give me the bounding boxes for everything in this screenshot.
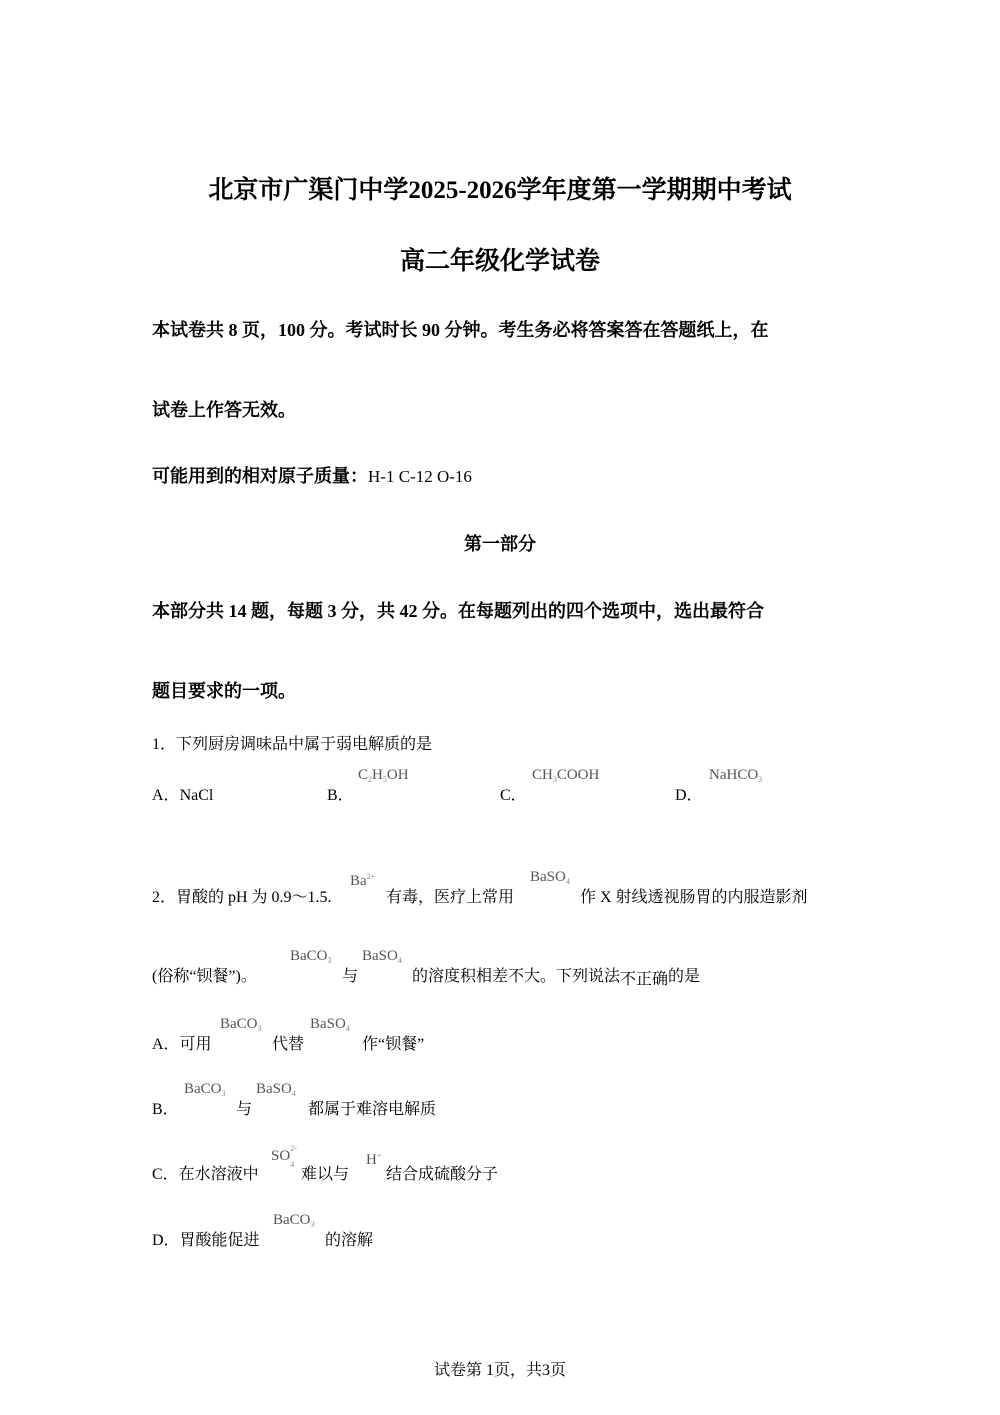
q2-baco3-1: BaCO$_3$: [290, 948, 332, 965]
instructions-line1: 本试卷共 8 页，100 分。考试时长 90 分钟。考生务必将答案答在答题纸上，在: [152, 320, 769, 340]
q2-option-b-baso4: BaSO$_4$: [256, 1081, 296, 1098]
exam-title: 北京市广渠门中学2025-2026学年度第一学期期中考试: [208, 177, 792, 204]
q2-option-d-baco3: BaCO$_3$: [273, 1212, 315, 1229]
part1-desc-line1: 本部分共 14 题，每题 3 分，共 42 分。在每题列出的四个选项中，选出最符合: [152, 601, 764, 621]
q2-not-correct: 不正确: [620, 971, 669, 988]
q2-option-a-mid: 代替: [272, 1036, 305, 1053]
q2-option-b-end: 都属于难溶电解质: [308, 1101, 437, 1118]
q1-option-b-label: B．: [327, 787, 354, 804]
q2-option-c-h-ion: H+: [366, 1151, 382, 1168]
q2-option-c-end: 结合成硫酸分子: [386, 1166, 499, 1183]
q1-option-a-label: A．: [152, 787, 180, 804]
q1-option-d-formula: NaHCO$_3$: [709, 767, 763, 784]
q2-option-a-baso4: BaSO$_4$: [310, 1016, 350, 1033]
q2-option-d-end: 的溶解: [325, 1232, 374, 1249]
q1-option-a-text: NaCl: [179, 787, 214, 804]
atomic-mass-label: 可能用到的相对原子质量：: [152, 466, 368, 486]
page-footer: 试卷第 1页，共3页: [433, 1362, 566, 1379]
q2-option-c-mid: 难以与: [301, 1166, 350, 1183]
q2-option-c-so4: SO 2- 4: [271, 1144, 297, 1169]
q2-option-a-end: 作“钡餐”: [362, 1036, 425, 1053]
q2-option-a-baco3: BaCO$_3$: [220, 1016, 262, 1033]
q1-option-d-label: D．: [675, 787, 703, 804]
exam-subtitle: 高二年级化学试卷: [399, 248, 600, 275]
atomic-mass-line: [152, 462, 472, 488]
q1-option-c-formula: $CH_3COOH$: [532, 767, 600, 784]
q2-option-d-label: D．胃酸能促进: [152, 1232, 260, 1249]
q2-ba-ion: $Ba^{2+}$: [350, 872, 376, 889]
q1-option-c-label: C．: [500, 787, 527, 804]
instructions-line2: 试卷上作答无效。: [152, 400, 296, 420]
q2-option-c-label: C．在水溶液中: [152, 1166, 259, 1183]
q2-line2-part2: 与: [342, 968, 359, 985]
q2-stem-part1: 2．胃酸的 pH 为 0.9～1.5.: [152, 889, 332, 906]
q2-option-b-baco3: BaCO$_3$: [184, 1081, 226, 1098]
part1-desc-line2: 题目要求的一项。: [152, 681, 296, 701]
q1-option-b-formula: $C_2H_5OH$: [358, 767, 409, 784]
q2-stem-part2: 有毒，医疗上常用: [386, 889, 515, 906]
q2-stem-part3: 作 X 射线透视肠胃的内服造影剂: [580, 889, 808, 906]
q1-stem: 1．下列厨房调味品中属于弱电解质的是: [152, 736, 433, 753]
part1-heading: 第一部分: [464, 534, 536, 554]
q2-baso4-1: BaSO$_4$: [530, 869, 570, 886]
q2-line2-part1: (俗称“钡餐”)。: [152, 968, 257, 985]
q2-baso4-2: BaSO$_4$: [362, 948, 402, 965]
q2-line2-part3: 的溶度积相差不大。下列说法不正确的是: [412, 968, 701, 988]
q2-option-a-label: A．可用: [152, 1036, 212, 1053]
atomic-mass-values: H-1 C-12 O-16: [368, 467, 472, 486]
q2-option-b-label: B．: [152, 1101, 179, 1118]
q2-option-b-mid: 与: [236, 1101, 253, 1118]
q1-option-a: [152, 782, 213, 805]
